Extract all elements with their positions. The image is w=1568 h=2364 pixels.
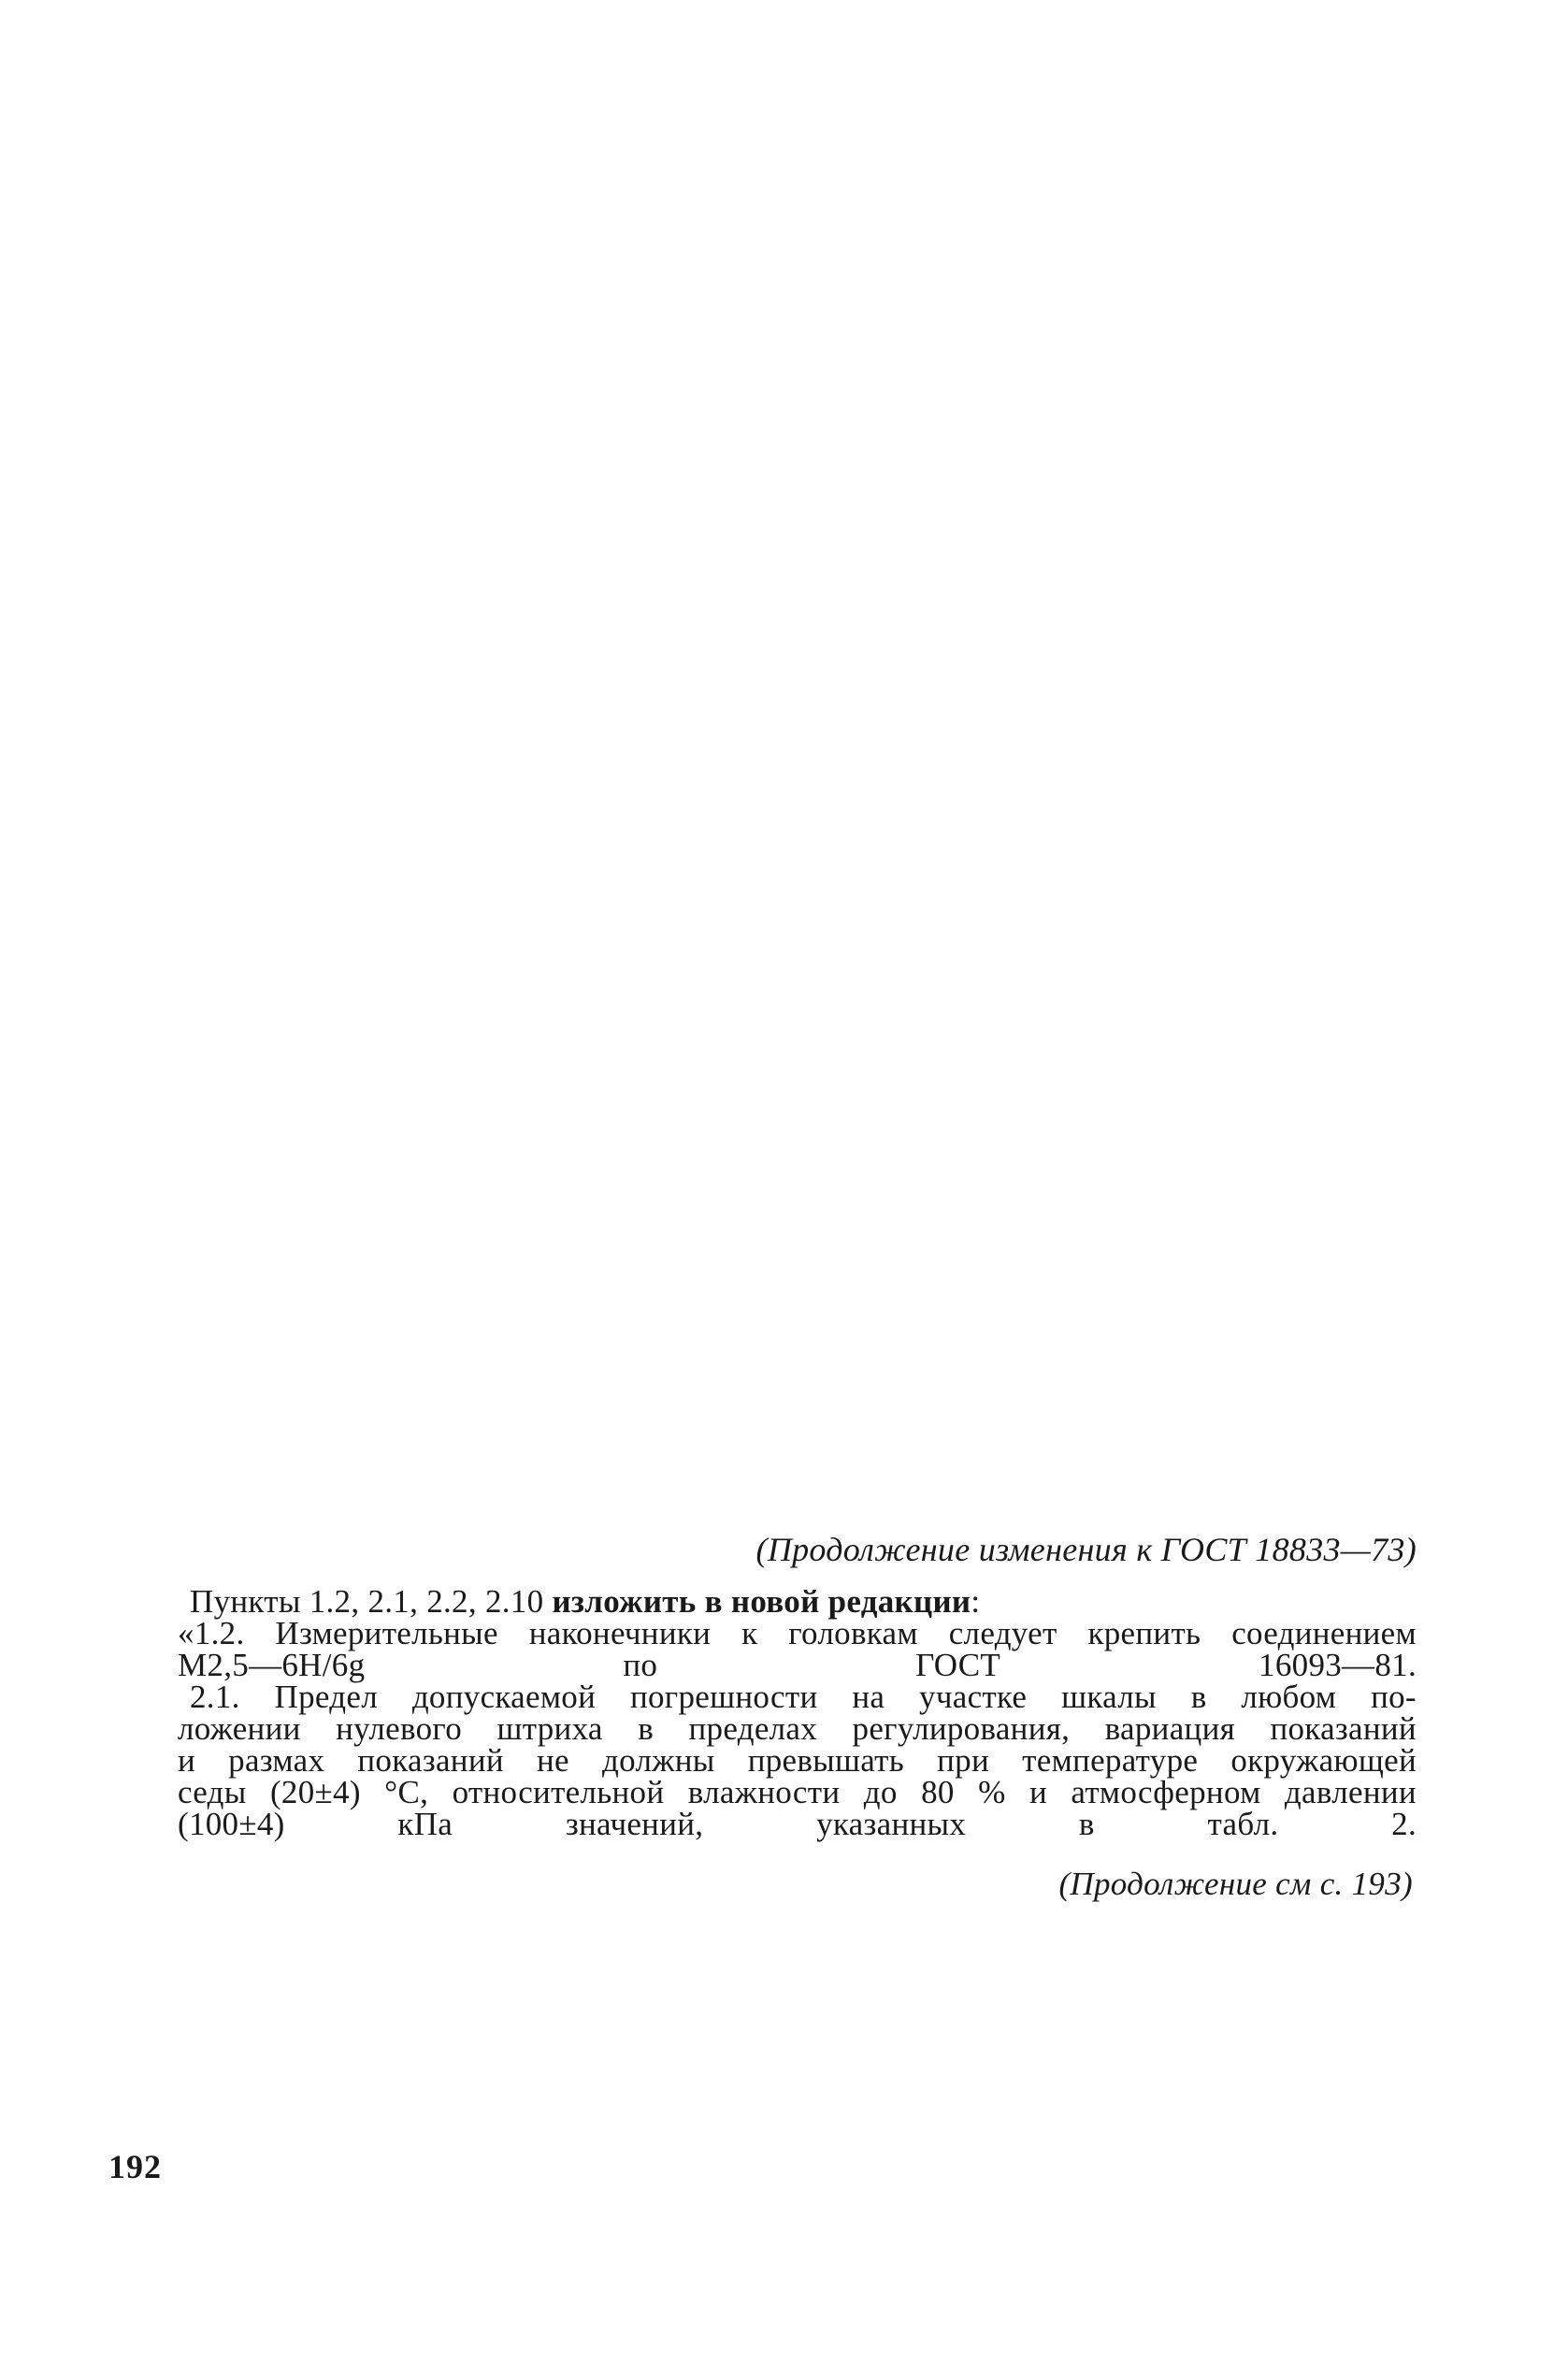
text-block: [178, 1531, 1417, 1902]
page-number: 192: [108, 2148, 162, 2185]
paragraph-2-1: [178, 1681, 1417, 1840]
intro-prefix: Пункты 1.2, 2.1, 2.2, 2.10: [190, 1583, 553, 1620]
continuation-footer: (Продолжение см с. 193): [1058, 1866, 1413, 1902]
intro-line: [178, 1583, 1417, 1620]
paragraph-2-1-line-2: ложении нулевого штриха в пределах регулирования, вариация показаний: [178, 1710, 1417, 1747]
paragraph-2-1-line-3: и размах показаний не должны превышать при температуре окружающей: [178, 1742, 1417, 1779]
paragraph-2-1-line-5: (100±4) кПа значений, указанных в табл. 2.: [178, 1806, 1417, 1842]
intro-bold: изложить в новой редакции: [552, 1583, 971, 1620]
paragraph-1-2: [178, 1615, 1417, 1683]
paragraph-2-1-line-1: 2.1. Предел допускаемой погрешности на участке шкалы в любом по-: [190, 1679, 1417, 1715]
intro-suffix: :: [971, 1583, 981, 1620]
paragraph-1-2-line-2: М2,5—6Н/6g по ГОСТ 16093—81.: [178, 1647, 1417, 1683]
paragraph-1-2-line-1: «1.2. Измерительные наконечники к головкам следует крепить соединением: [178, 1615, 1417, 1651]
continuation-header: (Продолжение изменения к ГОСТ 18833—73): [755, 1531, 1417, 1568]
paragraph-2-1-line-4: седы (20±4) °С, относительной влажности до 80 % и атмосферном давлении: [178, 1774, 1417, 1810]
